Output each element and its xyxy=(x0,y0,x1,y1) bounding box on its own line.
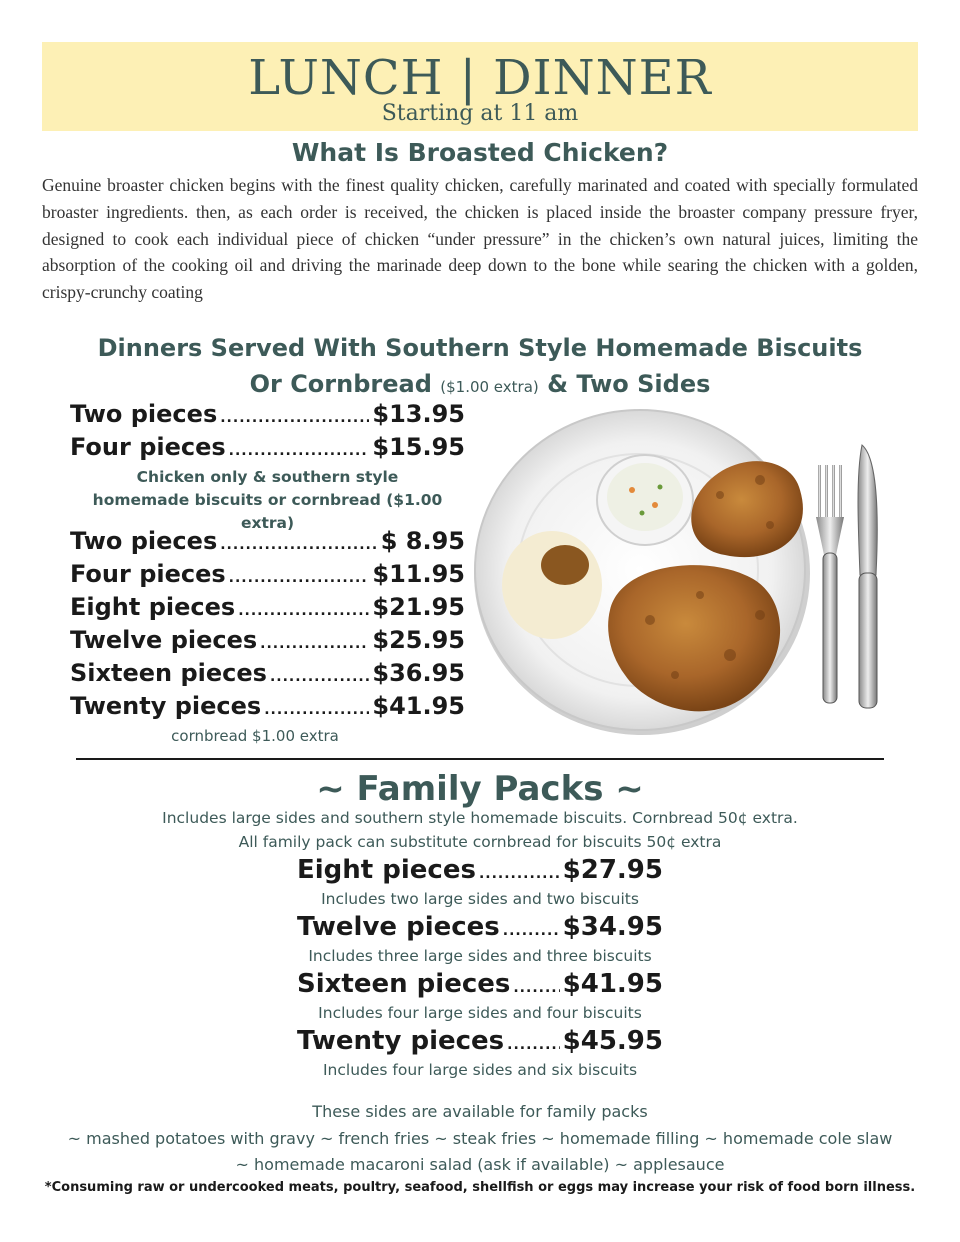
dot-leader xyxy=(229,443,370,459)
menu-item-name: Four pieces xyxy=(70,560,226,588)
about-paragraph: Genuine broaster chicken begins with the finest quality chicken, carefully marinated and coated with specially formulated broaster ingredients. then, as each order is received, the chicken is placed inside the broaster company pressure fryer, designed to cook each individual piece of chicken “under pressure” in the chicken’s own natural juices, limiting the absorption of the cooking oil and driving the marinade deep down to the bone while searing the chicken with a golden, crispy-crunchy coating xyxy=(42,175,918,303)
chicken-plate-image xyxy=(470,405,920,745)
menu-item-price: $13.95 xyxy=(372,400,465,428)
menu-row xyxy=(70,593,465,626)
menu-item-name: Twelve pieces xyxy=(297,912,500,942)
chicken-only-note: Chicken only & southern style homemade biscuits or cornbread ($1.00 extra) xyxy=(92,468,443,532)
menu-item-name: Two pieces xyxy=(70,527,218,555)
gravy xyxy=(541,545,589,585)
menu-item-price: $41.95 xyxy=(372,692,465,720)
dinner-price-list xyxy=(70,400,465,535)
menu-item-price: $15.95 xyxy=(372,433,465,461)
menu-row xyxy=(297,912,663,945)
sides-line2: ~ homemade macaroni salad (ask if available) ~ applesauce xyxy=(235,1155,725,1174)
knife-icon xyxy=(858,445,877,708)
dot-leader xyxy=(507,1037,560,1053)
dot-leader xyxy=(479,866,560,882)
dot-leader xyxy=(264,702,369,718)
menu-row xyxy=(70,626,465,659)
dot-leader xyxy=(503,923,560,939)
menu-row xyxy=(70,659,465,692)
menu-row xyxy=(70,692,465,725)
menu-item-name: Sixteen pieces xyxy=(297,969,511,999)
family-item-includes: Includes three large sides and three biscuits xyxy=(308,947,652,965)
menu-item-name: Sixteen pieces xyxy=(70,659,267,687)
dinners-heading-cornbread: Or Cornbread xyxy=(249,370,432,398)
menu-item-price: $11.95 xyxy=(372,560,465,588)
family-item-includes: Includes four large sides and six biscuits xyxy=(322,1061,638,1079)
menu-item-name: Twenty pieces xyxy=(70,692,262,720)
menu-item-price: $25.95 xyxy=(372,626,465,654)
family-packs-heading: ~ Family Packs ~ xyxy=(316,769,644,809)
menu-item-price: $45.95 xyxy=(562,1026,663,1056)
dot-leader xyxy=(513,980,559,996)
dot-leader xyxy=(220,537,377,553)
dot-leader xyxy=(270,669,369,685)
page-title: LUNCH | DINNER xyxy=(248,50,712,106)
dinners-heading-sides: & Two Sides xyxy=(547,370,711,398)
about-heading: What Is Broasted Chicken? xyxy=(291,138,669,167)
dot-leader xyxy=(260,636,369,652)
section-divider xyxy=(76,758,884,760)
family-item-includes: Includes four large sides and four biscuits xyxy=(318,1004,642,1022)
header-banner xyxy=(42,42,918,131)
menu-row xyxy=(70,400,465,433)
page-subtitle: Starting at 11 am xyxy=(381,101,579,126)
dot-leader xyxy=(220,410,369,426)
menu-row xyxy=(70,560,465,593)
sides-section xyxy=(0,1099,960,1179)
menu-item-name: Twelve pieces xyxy=(70,626,258,654)
sides-line1: ~ mashed potatoes with gravy ~ french fries ~ steak fries ~ homemade filling ~ homemade cole slaw xyxy=(67,1128,893,1148)
menu-row xyxy=(297,855,663,888)
dot-leader xyxy=(238,603,369,619)
menu-item-price: $36.95 xyxy=(372,659,465,687)
family-packs-intro xyxy=(0,806,960,854)
menu-row xyxy=(70,527,465,560)
dinners-heading xyxy=(0,330,960,405)
menu-item-price: $41.95 xyxy=(562,969,663,999)
family-intro-line2: All family pack can substitute cornbread for biscuits 50¢ extra xyxy=(238,833,722,851)
menu-item-name: Two pieces xyxy=(70,400,218,428)
menu-item-price: $34.95 xyxy=(562,912,663,942)
menu-item-name: Four pieces xyxy=(70,433,226,461)
menu-item-price: $ 8.95 xyxy=(380,527,465,555)
chicken-only-price-list xyxy=(70,527,465,747)
menu-row xyxy=(297,1026,663,1059)
mashed-potatoes xyxy=(502,531,602,639)
fork-icon xyxy=(816,465,844,703)
sides-title: These sides are available for family packs xyxy=(312,1102,648,1121)
family-price-list xyxy=(297,855,663,1083)
menu-item-name: Twenty pieces xyxy=(297,1026,505,1056)
menu-item-price: $21.95 xyxy=(372,593,465,621)
food-safety-disclaimer: *Consuming raw or undercooked meats, poultry, seafood, shellfish or eggs may increase your risk of food born illness. xyxy=(44,1180,916,1195)
chicken-plate-illustration xyxy=(470,405,920,745)
dinners-heading-extra-note: ($1.00 extra) xyxy=(440,378,539,396)
cornbread-note: cornbread $1.00 extra xyxy=(171,727,339,745)
menu-item-price: $27.95 xyxy=(562,855,663,885)
coleslaw xyxy=(607,463,683,531)
menu-row xyxy=(297,969,663,1002)
menu-item-name: Eight pieces xyxy=(70,593,236,621)
dinners-heading-line1: Dinners Served With Southern Style Homemade Biscuits xyxy=(97,334,863,362)
dot-leader xyxy=(229,570,370,586)
menu-row xyxy=(70,433,465,466)
family-intro-line1: Includes large sides and southern style homemade biscuits. Cornbread 50¢ extra. xyxy=(162,809,798,827)
family-item-includes: Includes two large sides and two biscuits xyxy=(321,890,639,908)
menu-item-name: Eight pieces xyxy=(297,855,476,885)
